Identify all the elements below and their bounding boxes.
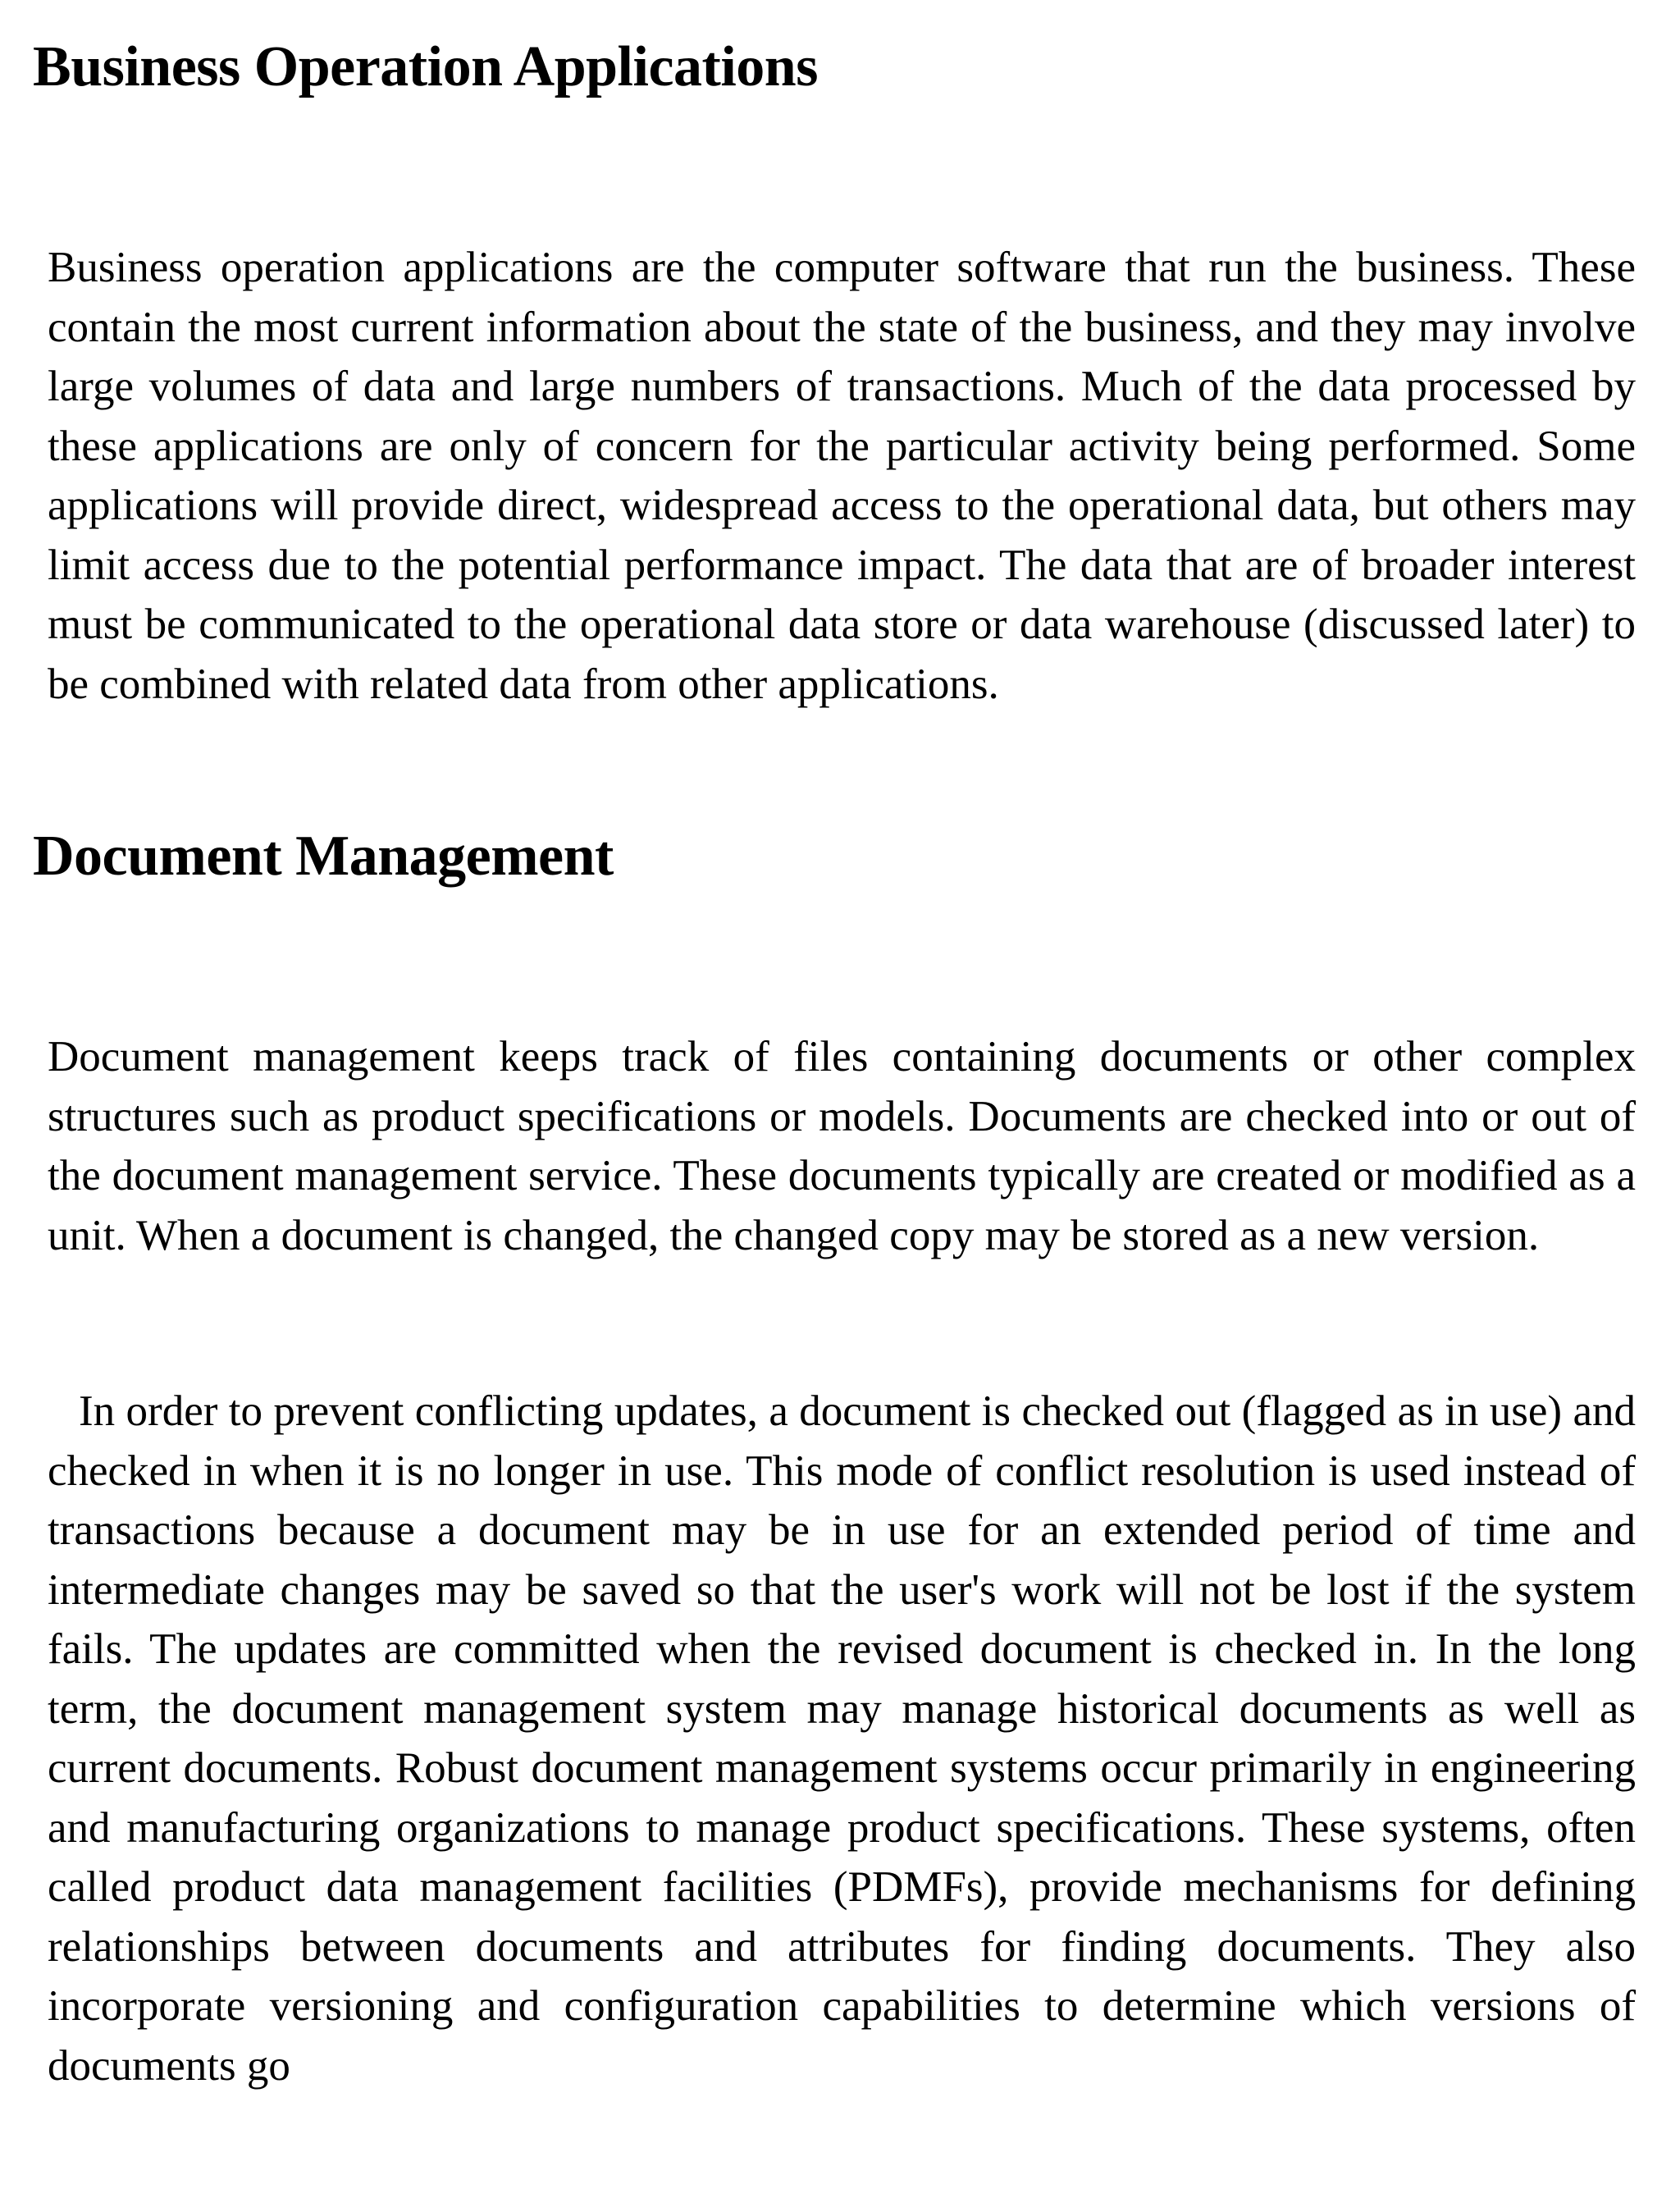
paragraph-document-management-checkout: In order to prevent conflicting updates, a document is checked out (flagged as in use) and checked in when it is no longer in use. This mode of conflict resolution is used instead of transactions because a document may be in use for an extended period of time and intermediate changes may be saved so that the user's work will not be lost if the system fails. The updates are committed when the revised document is checked in. In the long term, the document management system may manage historical documents as well as current documents. Robust document management systems occur primarily in engineering and manufacturing organizations to manage product specifications. These systems, often called product data management facilities (PDMFs), provide mechanisms for defining relationships between documents and attributes for finding documents. They also incorporate versioning and configuration capabilities to determine which versions of documents go [48, 1387, 1636, 2090]
section-heading-document-management: Document Management [33, 825, 614, 888]
section-heading-business-operation-applications: Business Operation Applications [33, 35, 818, 98]
paragraph-document-management-intro: Document management keeps track of files containing documents or other complex structures such as product specifications or models. Documents are checked into or out of the document management service. These documents typically are created or modified as a unit. When a document is changed, the changed copy may be stored as a new version. [48, 1033, 1636, 1259]
paragraph-business-operation-applications: Business operation applications are the computer software that run the business. These contain the most current information about the state of the business, and they may involve large volumes of data and large numbers of transactions. Much of the data processed by these applications are only of concern for the particular activity being performed. Some applications will provide direct, widespread access to the operational data, but others may limit access due to the potential performance impact. The data that are of broader interest must be communicated to the operational data store or data warehouse (discussed later) to be combined with related data from other applications. [48, 244, 1636, 708]
